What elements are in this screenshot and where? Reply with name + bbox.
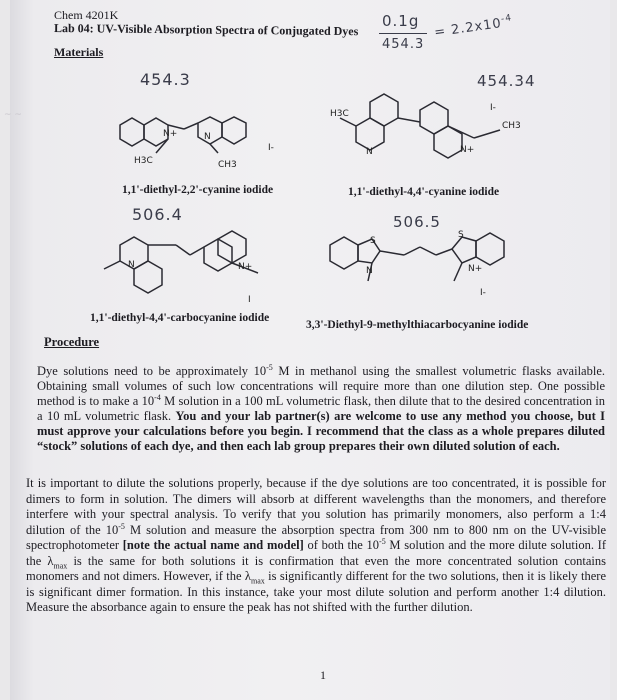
- n-label-dye4: N: [366, 266, 373, 276]
- dye-2-name: 1,1'-diethyl-4,4'-cyanine iodide: [348, 186, 500, 198]
- mw-dye-2: 454.34: [477, 72, 536, 90]
- dye-4-structure: [320, 225, 560, 305]
- page-number: 1: [320, 668, 326, 682]
- handwritten-numerator: 0.1g: [382, 12, 420, 30]
- fraction-bar: [379, 33, 427, 34]
- mw-dye-4: 506.5: [393, 213, 441, 231]
- h3c-label-dye2: H3C: [330, 109, 349, 119]
- h3c-label-dye1: H3C: [134, 156, 153, 166]
- n-plus-label-dye1: N+: [163, 129, 178, 139]
- dye-3-name: 1,1'-diethyl-4,4'-carbocyanine iodide: [90, 312, 270, 324]
- procedure-heading: Procedure: [44, 335, 100, 349]
- document-page: [4, 0, 610, 700]
- dye-2-structure: [310, 90, 560, 170]
- ch3-label-dye1: CH3: [218, 160, 237, 170]
- iodide-label-dye2: I-: [490, 103, 496, 113]
- procedure-paragraph-1: Dye solutions need to be approximately $10^{-5}$ M in methanol using the smallest volumetric flasks available. Obtaining small volumes of such low concentrations will require more than one dilution step. One possible method is to make a $10^{-4}$ M solution in a 100 mL volumetric flask, then dilute that to the desired concentration in a 10 mL volumetric flask. You and your lab partner(s) are welcome to use any method you choose, but I must approve your calculations before you begin. I recommend that the class as a whole prepares diluted “stock” solutions of each dye, and then each lab group prepares their own diluted solution of each.: [37, 362, 605, 453]
- mw-dye-3: 506.4: [132, 205, 183, 224]
- iodide-label-dye3: I: [248, 295, 251, 305]
- dye-1-name: 1,1'-diethyl-2,2'-cyanine iodide: [122, 184, 274, 196]
- n-label-dye1: N: [204, 132, 211, 142]
- n-plus-label-dye3: N+: [238, 262, 253, 272]
- mw-dye-1: 454.3: [140, 70, 191, 89]
- handwritten-denominator: 454.3: [382, 37, 425, 52]
- n-plus-label-dye2: N+: [460, 145, 475, 155]
- dye-1-structure: [100, 95, 300, 175]
- bleed-through-mark: ~ ~: [4, 110, 22, 120]
- dye-4-name: 3,3'-Diethyl-9-methylthiacarbocyanine iodide: [306, 319, 529, 331]
- n-plus-label-dye4: N+: [468, 264, 483, 274]
- handwritten-result: = $2.2x10^{-4}$: [433, 13, 513, 41]
- n-label-dye3: N: [128, 260, 135, 270]
- s-label-2-dye4: S: [458, 230, 464, 240]
- n-label-dye2: N: [366, 147, 373, 157]
- course-code: Chem 4201K: [54, 8, 119, 22]
- procedure-paragraph-2: It is important to dilute the solutions properly, because if the dye solutions are too concentrated, it is possible for dimers to form in solution. The dimers will absorb at different wavelengths than the monomers, and therefore interfere with your spectral analysis. To verify that you solution has primarily monomers, also perform a 1:4 dilution of the $10^{-5}$ M solution and measure the absorption spectra from 300 nm to 800 nm on the UV-visible spectrophotometer [note the actual name and model] of both the $10^{-5}$ M solution and the more dilute solution. If the $\lambda_{max}$ is the same for both solutions it is confirmation that even the more concentrated solution contains monomers and not dimers. However, if the $\lambda_{max}$ is significantly different for the two solutions, then it is likely there is significant dimer formation. In this instance, take your most dilute solution and perform another 1:4 dilution. Measure the absorbance again to ensure the peak has not shifted with the further dilution.: [26, 476, 606, 614]
- lab-title: Lab 04: UV-Visible Absorption Spectra of Conjugated Dyes: [53, 21, 359, 39]
- materials-heading: Materials: [54, 45, 104, 59]
- iodide-label-dye4: I-: [480, 288, 486, 298]
- dye-3-structure: [90, 225, 310, 305]
- ch3-label-dye2: CH3: [502, 121, 521, 131]
- s-label-1-dye4: S: [370, 236, 376, 246]
- iodide-label-dye1: I-: [268, 143, 274, 153]
